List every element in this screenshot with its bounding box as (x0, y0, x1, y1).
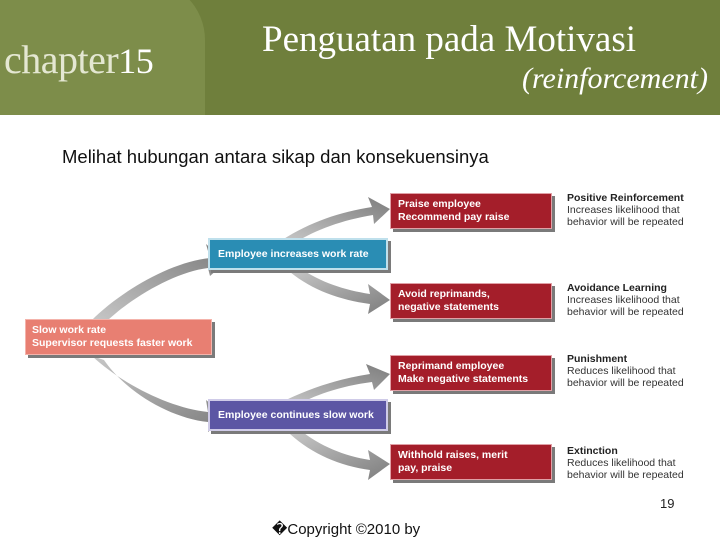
outcome-box-2 (390, 283, 552, 319)
outcome-4-desc-line-2: behavior will be repeated (567, 469, 684, 481)
outcome-3-desc-line-1: Reduces likelihood that (567, 365, 676, 377)
branch-continue-label: Employee continues slow work (218, 408, 374, 421)
outcome-description-4 (567, 445, 684, 481)
arrow-start-to-increase (92, 244, 226, 324)
outcome-4-line-1: Withhold raises, merit (398, 449, 508, 461)
arrow-start-to-continue (92, 356, 226, 432)
slide-heading: Melihat hubungan antara sikap dan konsekuensinya (62, 146, 489, 167)
branch-increase-label: Employee increases work rate (218, 247, 369, 260)
outcome-3-type: Punishment (567, 353, 628, 365)
start-line-2: Supervisor requests faster work (32, 337, 193, 349)
outcome-box-4 (390, 444, 552, 480)
outcome-1-type: Positive Reinforcement (567, 192, 684, 204)
outcome-3-line-1: Reprimand employee (398, 360, 505, 372)
outcome-1-desc-line-1: Increases likelihood that (567, 204, 680, 216)
outcome-description-3 (567, 353, 684, 389)
chapter-number: 15 (118, 41, 154, 81)
outcome-3-line-2: Make negative statements (398, 373, 529, 385)
start-line-1: Slow work rate (32, 324, 107, 336)
outcome-description-2 (567, 282, 684, 318)
outcome-description-1 (567, 192, 684, 228)
outcome-2-desc-line-2: behavior will be repeated (567, 306, 684, 318)
outcome-2-type: Avoidance Learning (567, 282, 667, 294)
slide-title: Penguatan pada Motivasi (262, 19, 637, 60)
outcome-2-desc-line-1: Increases likelihood that (567, 294, 680, 306)
outcome-4-line-2: pay, praise (398, 462, 453, 474)
outcome-4-type: Extinction (567, 445, 618, 457)
copyright-notice: �Copyright ©2010 by (272, 521, 421, 538)
arrow-increase-to-outcome-2 (290, 268, 390, 314)
outcome-1-line-1: Praise employee (398, 198, 481, 210)
slide-subtitle: (reinforcement) (521, 62, 708, 95)
outcome-3-desc-line-2: behavior will be repeated (567, 377, 684, 389)
page-number: 19 (660, 496, 675, 511)
arrow-increase-to-outcome-1 (282, 197, 390, 242)
outcome-1-line-2: Recommend pay raise (398, 211, 510, 223)
outcome-2-line-1: Avoid reprimands, (398, 288, 490, 300)
outcome-box-3 (390, 355, 552, 391)
branch-continue-box (208, 399, 388, 431)
start-box (25, 319, 212, 355)
outcome-2-line-2: negative statements (398, 301, 499, 313)
branch-increase-box (208, 238, 388, 270)
outcome-1-desc-line-2: behavior will be repeated (567, 216, 684, 228)
outcome-box-1 (390, 193, 552, 229)
outcome-4-desc-line-1: Reduces likelihood that (567, 457, 676, 469)
chapter-word: chapter (4, 37, 119, 82)
arrow-continue-to-outcome-4 (290, 430, 390, 480)
